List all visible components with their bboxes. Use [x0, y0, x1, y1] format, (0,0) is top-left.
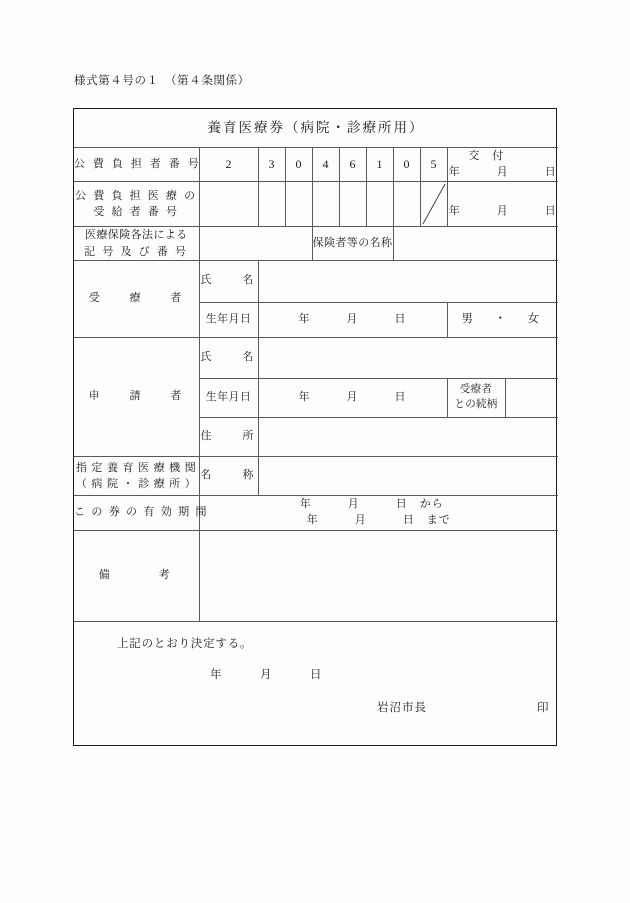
- recipient-number-cell-2[interactable]: [258, 182, 285, 227]
- institution-label-line2: （ 病 院 ・ 診 療 所 ）: [75, 478, 197, 490]
- applicant-relation-field[interactable]: [505, 379, 558, 418]
- patient-section-label: [74, 261, 199, 338]
- public-payer-digit-7: [393, 148, 420, 182]
- insurance-value-field[interactable]: [199, 227, 312, 261]
- insurance-label-line2: 記 号 及 び 番 号: [84, 245, 189, 258]
- recipient-number-cell-3[interactable]: [285, 182, 312, 227]
- recipient-date-cell: [447, 182, 558, 227]
- validity-field[interactable]: [199, 496, 558, 531]
- applicant-address-field[interactable]: [258, 418, 558, 457]
- applicant-section-label: [74, 337, 199, 457]
- public-payer-digit-4: [312, 148, 339, 182]
- patient-birth-label: [199, 302, 258, 337]
- insurer-name-label-text: 保険者等の名称: [312, 236, 393, 249]
- recipient-number-cell-5[interactable]: [339, 182, 366, 227]
- applicant-relation-label: [447, 379, 505, 418]
- applicant-address-label-text: 住 所: [200, 430, 257, 443]
- patient-name-label: [199, 261, 258, 303]
- applicant-name-label: [199, 337, 258, 379]
- patient-name-field[interactable]: [258, 261, 558, 303]
- medical-certificate-frame: [73, 108, 557, 746]
- digit-value: 4: [322, 156, 329, 171]
- public-payer-row: [74, 148, 558, 182]
- public-payer-digit-8: [420, 148, 447, 182]
- patient-section-label-text: 受 療 者: [88, 291, 184, 304]
- decision-row: [74, 622, 558, 746]
- institution-row: [74, 457, 558, 496]
- recipient-number-cell-6[interactable]: [366, 182, 393, 227]
- applicant-birth-label: [199, 379, 258, 418]
- recipient-number-void-cell: [420, 182, 447, 227]
- digit-value: 3: [268, 156, 275, 171]
- issue-date-cell: [447, 148, 558, 182]
- seal-mark: 印: [537, 702, 549, 714]
- digit-value: 0: [403, 156, 410, 171]
- institution-name-field[interactable]: [258, 457, 558, 496]
- insurance-label-line1: 医療保険各法による: [84, 229, 188, 241]
- applicant-relation-label-line2: との続柄: [454, 399, 498, 410]
- applicant-name-field[interactable]: [258, 337, 558, 379]
- medical-certificate-table: [74, 109, 558, 745]
- patient-birth-field[interactable]: [258, 302, 447, 337]
- applicant-name-row: [74, 337, 558, 379]
- title-row: [74, 109, 558, 148]
- decision-date: 年 月 日: [210, 669, 323, 681]
- recipient-date: 年 月 日: [448, 205, 557, 217]
- digit-value: 5: [430, 156, 437, 171]
- applicant-birth-field[interactable]: [258, 379, 447, 418]
- remarks-row: [74, 531, 558, 622]
- insurer-name-field[interactable]: [393, 227, 558, 261]
- patient-birth-date: 年 月 日: [298, 312, 407, 325]
- remarks-field[interactable]: [199, 531, 558, 622]
- insurer-name-label: [312, 227, 393, 261]
- public-payer-digit-6: [366, 148, 393, 182]
- title-cell: [74, 109, 558, 148]
- decision-statement: 上記のとおり決定する。: [117, 638, 253, 650]
- recipient-number-label-line1: 公 費 負 担 医 療 の: [75, 189, 198, 202]
- patient-gender-value: 男 ・ 女: [461, 313, 545, 326]
- public-payer-digit-5: [339, 148, 366, 182]
- validity-label: [74, 496, 209, 531]
- applicant-birth-date: 年 月 日: [298, 391, 407, 404]
- public-payer-digit-2: [258, 148, 285, 182]
- recipient-number-cell-7[interactable]: [393, 182, 420, 227]
- digit-value: 1: [376, 156, 383, 171]
- remarks-label-text: 備 考: [98, 569, 174, 582]
- patient-name-row: [74, 261, 558, 303]
- institution-name-label-text: 名 称: [200, 469, 257, 482]
- mayor-title: 岩沼市長: [377, 702, 427, 714]
- form-number-label: 様式第４号の１ （第４条関係）: [74, 75, 250, 87]
- public-payer-digit-3: [285, 148, 312, 182]
- patient-name-label-text: 氏 名: [200, 274, 257, 287]
- insurance-row: [74, 227, 558, 261]
- recipient-number-label-line2: 受 給 者 番 号: [93, 206, 180, 218]
- insurance-label: [74, 227, 199, 261]
- decision-block: [74, 622, 558, 745]
- patient-birth-label-text: 生年月日: [205, 312, 252, 325]
- public-payer-label-text: 公 費 負 担 者 番 号: [74, 157, 202, 170]
- validity-row: [74, 496, 558, 531]
- digit-value: 6: [349, 156, 356, 171]
- decision-cell: [74, 622, 558, 746]
- recipient-number-cell-4[interactable]: [312, 182, 339, 227]
- applicant-name-label-text: 氏 名: [200, 350, 257, 363]
- recipient-number-row: [74, 182, 558, 227]
- applicant-address-label: [199, 418, 258, 457]
- applicant-relation-label-line1: 受療者: [459, 384, 493, 396]
- digit-value: 2: [225, 156, 232, 171]
- recipient-number-cell-1[interactable]: [199, 182, 258, 227]
- issue-label: 交 付: [468, 149, 505, 162]
- validity-label-text: こ の 券 の 有 効 期 間: [74, 506, 209, 519]
- remarks-label: [74, 531, 199, 622]
- issue-date: 年 月 日: [448, 165, 557, 178]
- institution-name-label: [199, 457, 258, 496]
- patient-gender-field[interactable]: [447, 302, 558, 337]
- validity-to-date: 年 月 日 まで: [306, 514, 451, 526]
- public-payer-digit-1: [199, 148, 258, 182]
- institution-label-line1: 指 定 養 育 医 療 機 関: [75, 461, 197, 474]
- validity-from-date: 年 月 日 から: [299, 498, 444, 511]
- digit-value: 0: [295, 156, 302, 171]
- form-title: 養育医療券（病院・診療所用）: [207, 120, 425, 136]
- applicant-section-label-text: 申 請 者: [88, 389, 184, 402]
- recipient-number-label: [74, 182, 199, 227]
- public-payer-label: [74, 148, 202, 182]
- applicant-birth-label-text: 生年月日: [205, 391, 252, 404]
- institution-label: [74, 457, 199, 496]
